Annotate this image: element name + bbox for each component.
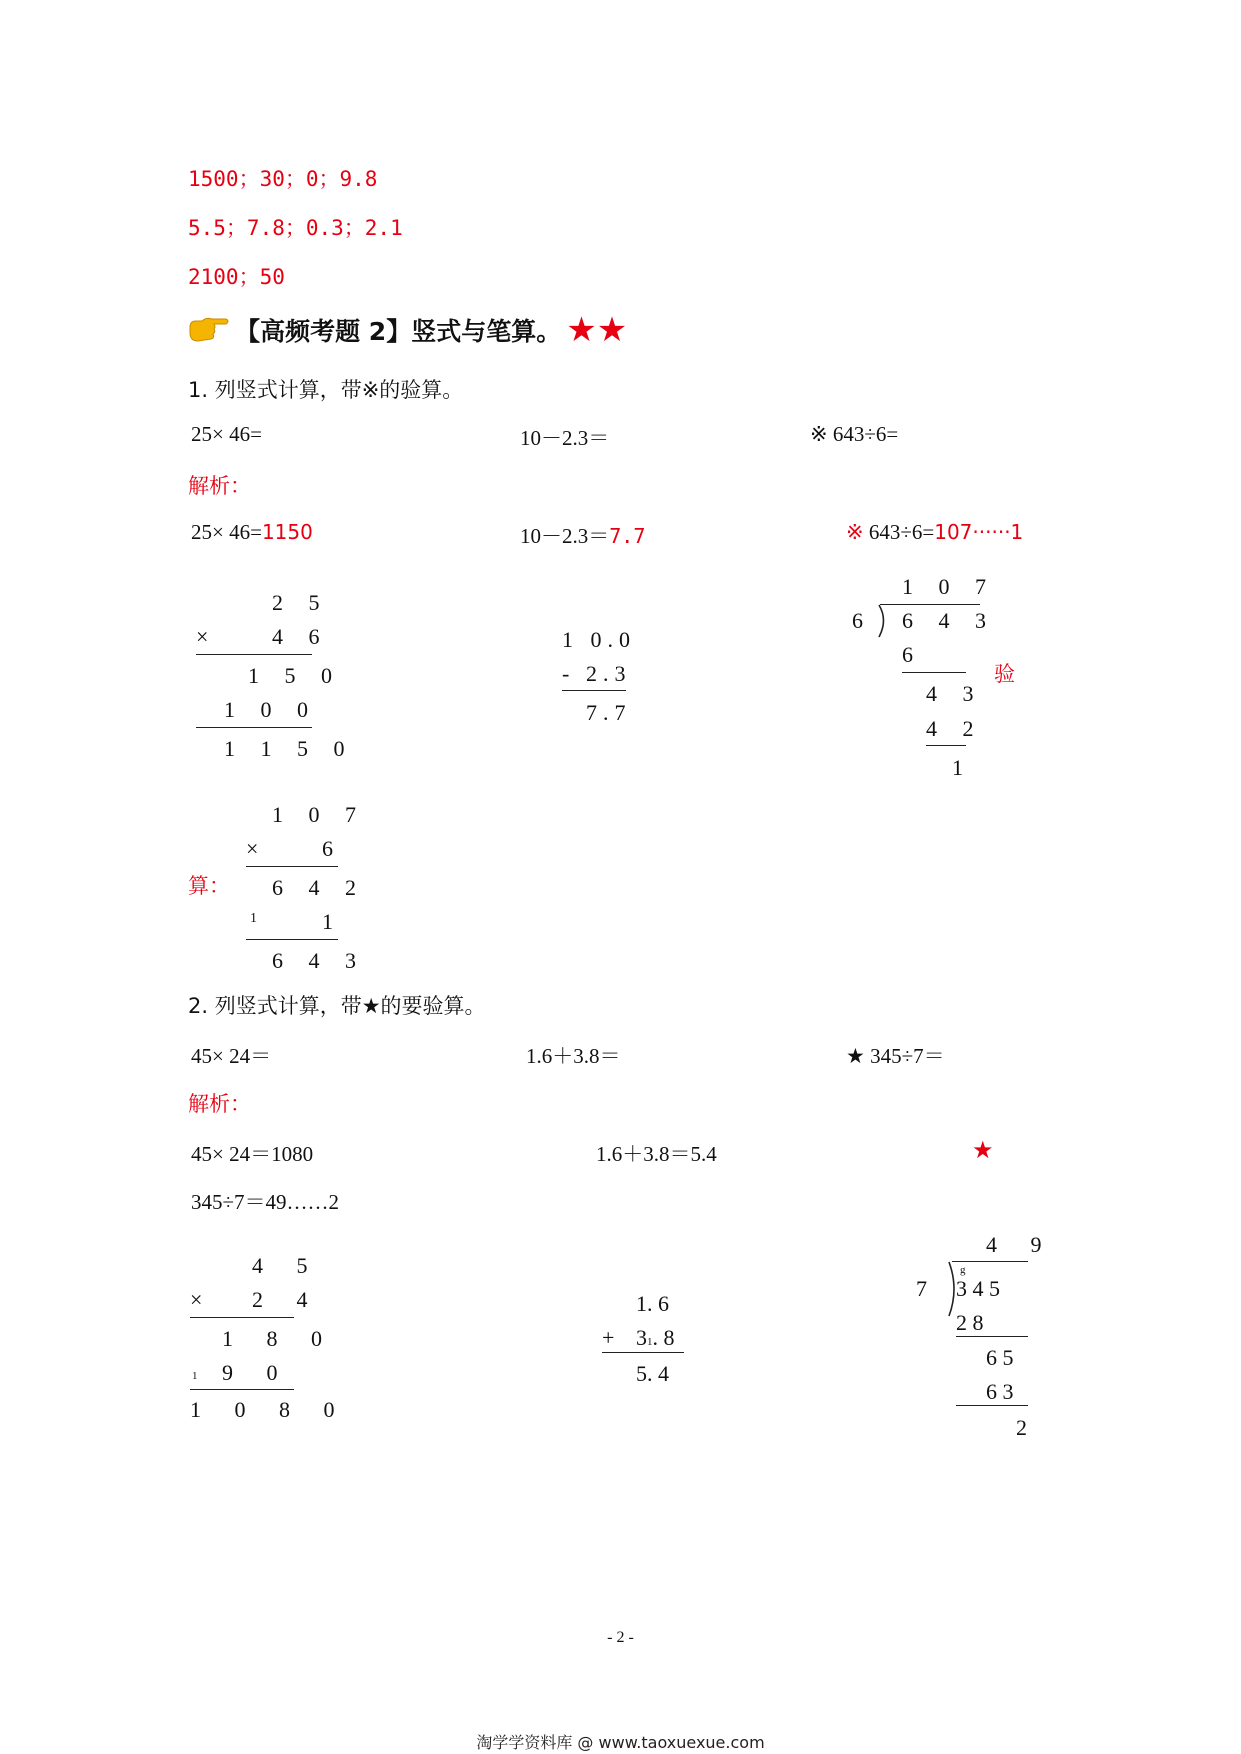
reference-mark-icon: ※ [846,520,864,544]
digits: 7.7 [586,700,632,725]
remainder: 1 [952,755,963,780]
q1-result-c [846,520,1023,545]
q1-problem-a: 25× 46= [191,422,262,446]
q2-result-b: 1.6＋3.8＝5.4 [596,1142,717,1166]
rule [902,672,966,673]
page-number: - 2 - [607,1629,634,1646]
times-sign: × [190,1287,203,1312]
q1-problem-b: 10－2.3＝ [520,426,610,450]
digits: 6 4 2 [272,875,366,900]
divisor: 6 [852,608,863,633]
digits: 9 0 [222,1360,292,1385]
rule [190,1317,294,1318]
rule [196,727,312,728]
star-icon: ★ [566,310,597,350]
rule [602,1352,684,1353]
digits: 2 4 [252,1287,322,1312]
carry-digit: 1 [647,1336,653,1348]
rule [246,939,338,940]
digits: 6 3 [986,1379,1014,1404]
times-sign: × [196,624,209,649]
minus-sign: - [562,661,570,686]
digits: 4 2 [926,716,984,741]
digit: . 8 [652,1325,675,1350]
digits: 6 [322,836,333,861]
pointing-hand-icon [188,313,230,347]
q1-problem-c: ※ 643÷6= [810,422,899,446]
digits: 1 8 0 [222,1326,336,1351]
digit: 3 [636,1325,647,1350]
digits: 1 0 7 [272,802,366,827]
section-heading [188,310,627,350]
answer-line-1: 1500；30；0；9.8 [188,167,378,191]
q1-result-a-expr: 25× 46= [191,520,262,544]
rule [956,1336,1028,1337]
remainder: 2 [1016,1415,1027,1440]
q1-result-b [520,520,645,550]
carry-digit: g [960,1264,966,1276]
digits: 1 5 0 [248,663,342,688]
digits [636,1325,675,1351]
q1-result-c-value: 107······1 [934,520,1024,544]
q1-result-b-expr: 10－2.3＝ [520,524,610,548]
star-icon: ★ [596,310,628,350]
q2-result-c: 345÷7＝49……2 [191,1190,340,1214]
quotient: 1 0 7 [902,574,996,599]
star-icon: ★ [972,1136,994,1164]
rule [956,1405,1028,1406]
dividend: 3 4 5 [956,1276,1000,1301]
answer-line-3: 2100；50 [188,265,285,289]
q1-result-b-value: 7.7 [609,524,646,548]
q1-analysis-label: 解析： [188,474,251,498]
digits: 2 5 [272,590,330,615]
digits: 1 1 5 0 [224,736,355,761]
digits: 1. 6 [636,1291,669,1316]
digits: 5. 4 [636,1361,669,1386]
digits: 1 0 0 [224,697,318,722]
digits: 1 [322,909,333,934]
times-sign: × [246,836,259,861]
rule [880,604,980,605]
rule [196,654,312,655]
division-bracket [876,604,890,638]
dividend: 6 4 3 [902,608,996,633]
q2-problem-b: 1.6＋3.8＝ [526,1044,621,1068]
rule [952,1261,1028,1262]
digits: 2.3 [586,661,632,686]
digits: 4 3 [926,681,984,706]
digits: 4 5 [252,1253,322,1278]
rule [190,1389,294,1390]
q2-problem-c: ★ 345÷7＝ [846,1044,945,1068]
carry-digit: 1 [250,911,257,926]
divisor: 7 [916,1276,927,1301]
digits: 6 [902,642,913,667]
rule [246,866,338,867]
digits: 1 0 8 0 [190,1397,349,1422]
q1-result-a [191,520,313,545]
digits: 2 8 [956,1310,984,1335]
digits: 6 5 [986,1345,1014,1370]
q2-result-a: 45× 24＝1080 [191,1142,314,1166]
plus-sign: + [602,1325,615,1350]
digits: 4 6 [272,624,330,649]
rule [562,690,626,691]
rule [926,745,966,746]
q2-analysis-label: 解析： [188,1092,251,1116]
q1-result-a-value: 1150 [261,520,313,544]
q1-result-c-expr: 643÷6= [863,520,935,544]
digits: 6 4 3 [272,948,366,973]
digits: 1 0.0 [562,627,636,652]
q1-prompt: 1. 列竖式计算，带※的验算。 [188,378,464,402]
quotient: 4 9 [986,1232,1056,1257]
section-title: 【高频考题 2】竖式与笔算。 [235,317,562,346]
carry-digit: 1 [192,1370,198,1382]
watermark: 淘学学资料库 @ www.taoxuexue.com [476,1733,765,1752]
check-label: 算： [188,874,230,898]
q2-problem-a: 45× 24＝ [191,1044,272,1068]
check-label: 验 [994,662,1015,686]
q2-prompt: 2. 列竖式计算，带★的要验算。 [188,994,486,1018]
answer-line-2: 5.5；7.8；0.3；2.1 [188,216,403,240]
